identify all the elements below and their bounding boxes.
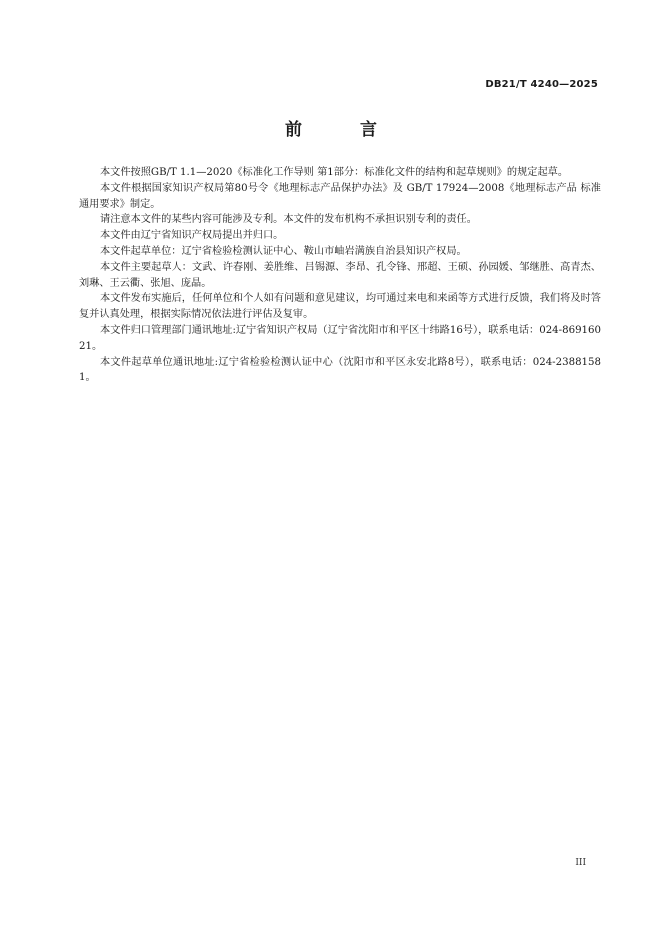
paragraph-patent-notice: 请注意本文件的某些内容可能涉及专利。本文件的发布机构不承担识别专利的责任。 [100,214,477,226]
page-number: III [575,858,586,868]
paragraph-drafters: 本文件主要起草人：文武、许春刚、姜胜维、吕锡源、李昂、孔令锋、邢超、王硕、孙园媛、邹继胜、高青杰、刘琳、王云衢、张旭、庞晶。 [79,261,601,289]
page-title: 前 言 [285,120,403,140]
paragraph-drafting-units: 本文件起草单位：辽宁省检验检测认证中心、鞍山市岫岩满族自治县知识产权局。 [100,245,467,257]
paragraph-authority-contact: 本文件归口管理部门通讯地址:辽宁省知识产权局（辽宁省沈阳市和平区十纬路16号），联系电话：024-86916021。 [79,324,601,352]
document-body [79,165,601,386]
document-code: DB21/T 4240—2025 [485,79,598,90]
paragraph-feedback: 本文件发布实施后，任何单位和个人如有问题和意见建议，均可通过来电和来函等方式进行反馈，我们将及时答复并认真处理，根据实际情况依法进行评估及复审。 [79,293,601,321]
paragraph-legal-basis: 本文件根据国家知识产权局第80号令《地理标志产品保护办法》及 GB/T 17924—2008《地理标志产品 标准通用要求》制定。 [79,182,601,210]
paragraph-drafting-rules: 本文件按照GB/T 1.1—2020《标准化工作导则 第1部分：标准化文件的结构和起草规则》的规定起草。 [100,167,569,178]
paragraph-drafter-contact: 本文件起草单位通讯地址:辽宁省检验检测认证中心（沈阳市和平区永安北路8号），联系电话：024-23881581。 [79,356,601,384]
paragraph-proposer: 本文件由辽宁省知识产权局提出并归口。 [100,230,284,242]
